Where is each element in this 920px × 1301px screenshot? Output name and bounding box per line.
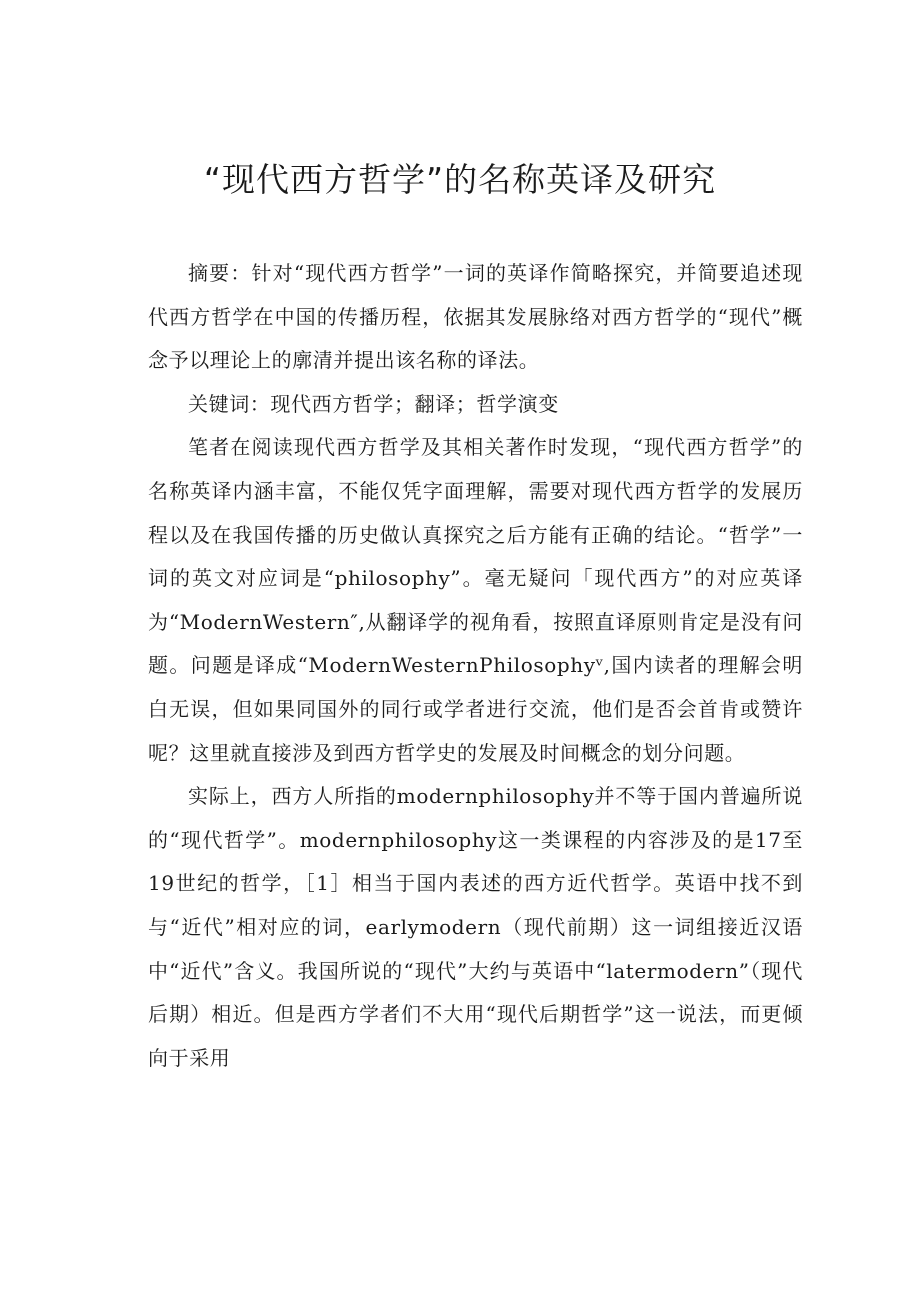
document-body bbox=[148, 252, 803, 1080]
abstract-paragraph: 摘要：针对“现代西方哲学”一词的英译作简略探究，并简要追述现代西方哲学在中国的传播历程，依据其发展脉络对西方哲学的“现代”概念予以理论上的廓清并提出该名称的译法。 bbox=[148, 261, 803, 373]
body-paragraph: 实际上，西方人所指的modernphilosophy并不等于国内普遍所说的“现代哲学”。modernphilosophy这一类课程的内容涉及的是17至19世纪的哲学，［1］相当于国内表述的西方近代哲学。英语中找不到与“近代”相对应的词，earlymodern（现代前期）这一词组接近汉语中“近代”含义。我国所说的“现代”大约与英语中“latermodern”（现代后期）相近。但是西方学者们不大用“现代后期哲学”这一说法，而更倾向于采用 bbox=[148, 784, 803, 1070]
document-title: “现代西方哲学”的名称英译及研究 bbox=[203, 160, 717, 199]
keywords-paragraph: 关键词：现代西方哲学；翻译；哲学演变 bbox=[188, 391, 559, 416]
body-paragraph: 笔者在阅读现代西方哲学及其相关著作时发现，“现代西方哲学”的名称英译内涵丰富，不能仅凭字面理解，需要对现代西方哲学的发展历程以及在我国传播的历史做认真探究之后方能有正确的结论。“哲学”一词的英文对应词是“philosophy”。毫无疑问「现代西方”的对应英译为“ModernWestern″,从翻译学的视角看，按照直译原则肯定是没有问题。问题是译成“ModernWesternPhilosophyᵛ,国内读者的理解会明白无误，但如果同国外的同行或学者进行交流，他们是否会首肯或赞许呢？这里就直接涉及到西方哲学史的发展及时间概念的划分问题。 bbox=[148, 435, 803, 765]
